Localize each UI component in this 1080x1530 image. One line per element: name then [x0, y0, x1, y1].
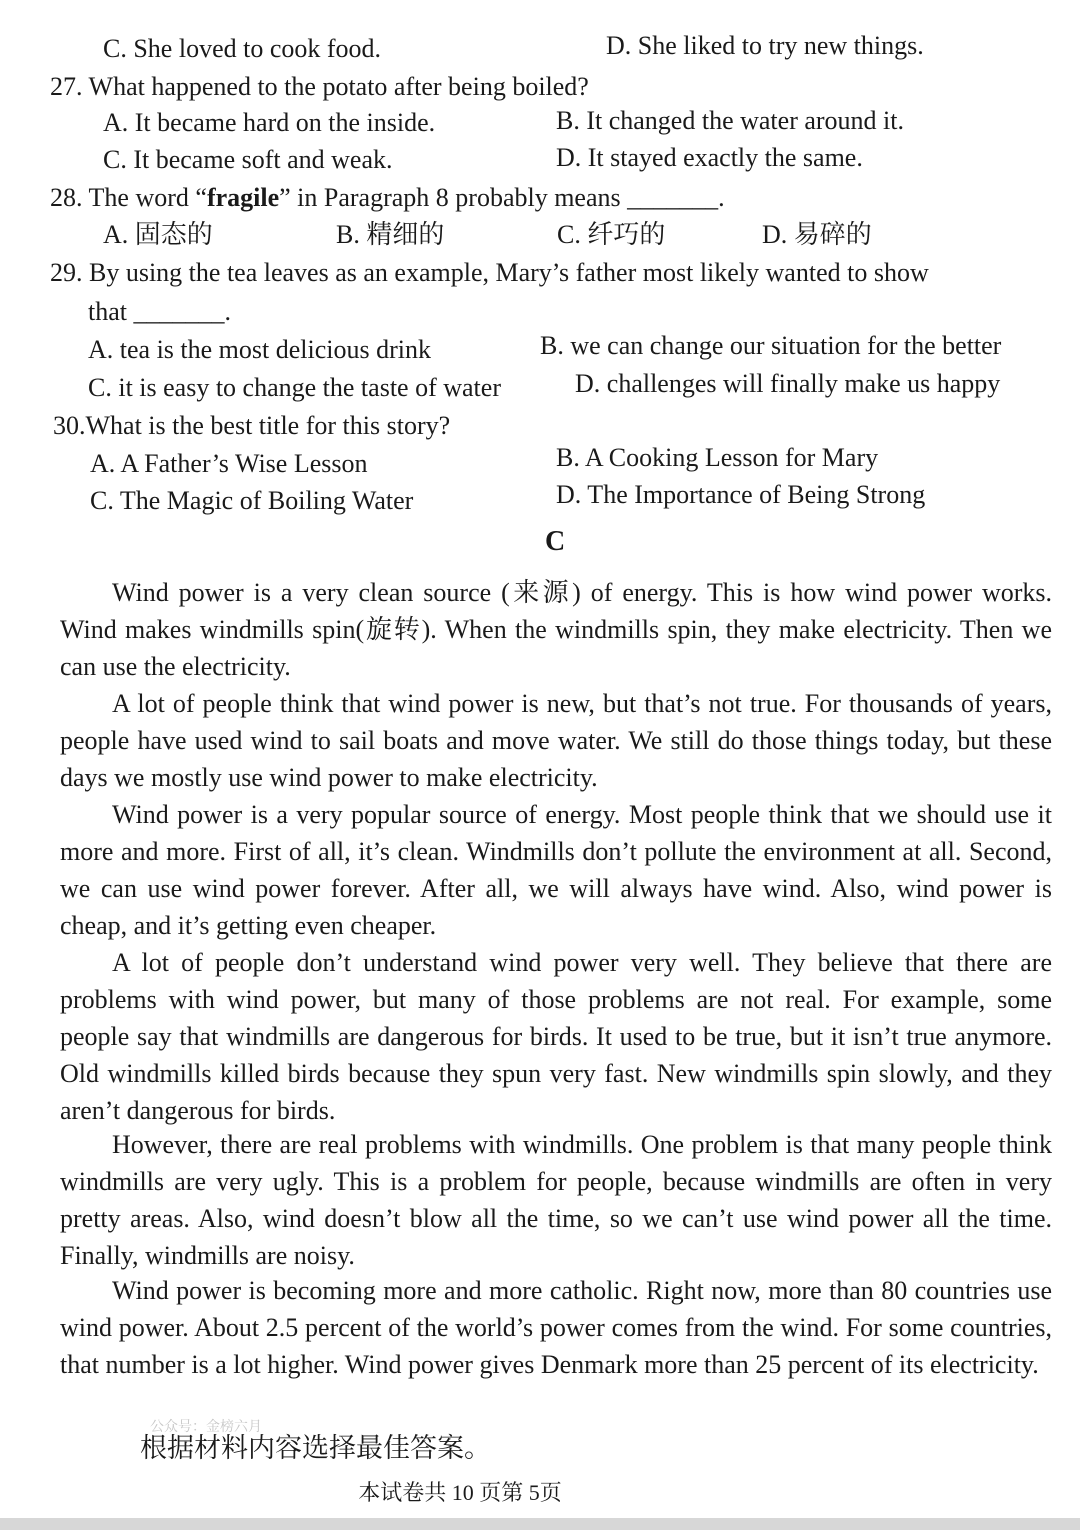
- q27-option-b: B. It changed the water around it.: [556, 106, 904, 135]
- passage-paragraph-1: Wind power is a very clean source (来源) of energy. This is how wind power works. Wind makes windmills spin(旋转). When the windmills spin, they make electricity. Then we can use the electricity.: [60, 578, 1052, 681]
- q28-stem: [50, 181, 725, 215]
- q28-option-a: A. 固态的: [103, 220, 213, 249]
- q27-option-d: D. It stayed exactly the same.: [556, 143, 863, 172]
- q27-option-c: C. It became soft and weak.: [103, 145, 393, 174]
- passage-paragraph-4: A lot of people don’t understand wind power very well. They believe that there are problems with wind power, but many of those problems are not real. For example, some people say that windmills are dangerous for birds. It used to be true, but it isn’t true anymore. Old windmills killed birds because they spun very fast. New windmills spin slowly, and they aren’t dangerous for birds.: [60, 948, 1052, 1125]
- page-number: 本试卷共 10 页第 5页: [358, 1480, 562, 1505]
- q29-option-b: B. we can change our situation for the better: [540, 331, 1002, 360]
- q29-option-d: D. challenges will finally make us happy: [575, 369, 1001, 398]
- passage-paragraph-6: Wind power is becoming more and more catholic. Right now, more than 80 countries use wind power. About 2.5 percent of the world’s power comes from the wind. For some countries, that number is a lot higher. Wind power gives Denmark more than 25 percent of its electricity.: [60, 1276, 1052, 1379]
- passage-paragraph-5: However, there are real problems with windmills. One problem is that many people think windmills are very ugly. This is a problem for people, because windmills are often in very pretty areas. Also, wind doesn’t blow all the time, so we can’t use wind power all the time. Finally, windmills are noisy.: [60, 1130, 1052, 1270]
- q30-option-c: C. The Magic of Boiling Water: [90, 486, 414, 515]
- q30-stem: 30.What is the best title for this story?: [53, 411, 451, 440]
- q29-option-c: C. it is easy to change the taste of water: [88, 373, 501, 402]
- q28-stem-post: ” in Paragraph 8 probably means _______.: [279, 183, 725, 212]
- q26-option-d: D. She liked to try new things.: [606, 31, 924, 60]
- q30-option-b: B. A Cooking Lesson for Mary: [556, 443, 879, 472]
- q28-keyword: fragile: [206, 183, 280, 212]
- q27-stem: 27. What happened to the potato after being boiled?: [50, 72, 589, 101]
- q29-stem-line1: 29. By using the tea leaves as an example, Mary’s father most likely wanted to show: [50, 258, 929, 287]
- watermark: 公众号：金榜六月: [150, 1420, 262, 1435]
- q28-option-b: B. 精细的: [336, 220, 445, 249]
- q28-stem-pre: 28. The word “: [50, 183, 207, 212]
- q27-option-a: A. It became hard on the inside.: [103, 108, 436, 137]
- passage-paragraph-3: Wind power is a very popular source of energy. Most people think that we should use it more and more. First of all, it’s clean. Windmills don’t pollute the environment at all. Second, we can use wind power forever. After all, we will always have wind. Also, wind power is cheap, and it’s getting even cheaper.: [60, 800, 1052, 940]
- section-heading: C: [545, 526, 566, 557]
- q29-option-a: A. tea is the most delicious drink: [88, 335, 432, 364]
- passage-paragraph-2: A lot of people think that wind power is new, but that’s not true. For thousands of years, people have used wind to sail boats and move water. We still do those things today, but these days we mostly use wind power to make electricity.: [60, 689, 1052, 792]
- q28-option-c: C. 纤巧的: [557, 220, 666, 249]
- q26-option-c: C. She loved to cook food.: [103, 34, 382, 63]
- q30-option-d: D. The Importance of Being Strong: [556, 480, 926, 509]
- instruction-text: 根据材料内容选择最佳答案。: [140, 1433, 491, 1463]
- scan-edge: [0, 1518, 1080, 1530]
- page-footer: [0, 1476, 1080, 1507]
- q29-stem-line2: that _______.: [88, 297, 231, 326]
- q30-option-a: A. A Father’s Wise Lesson: [90, 449, 368, 478]
- q28-option-d: D. 易碎的: [762, 220, 872, 249]
